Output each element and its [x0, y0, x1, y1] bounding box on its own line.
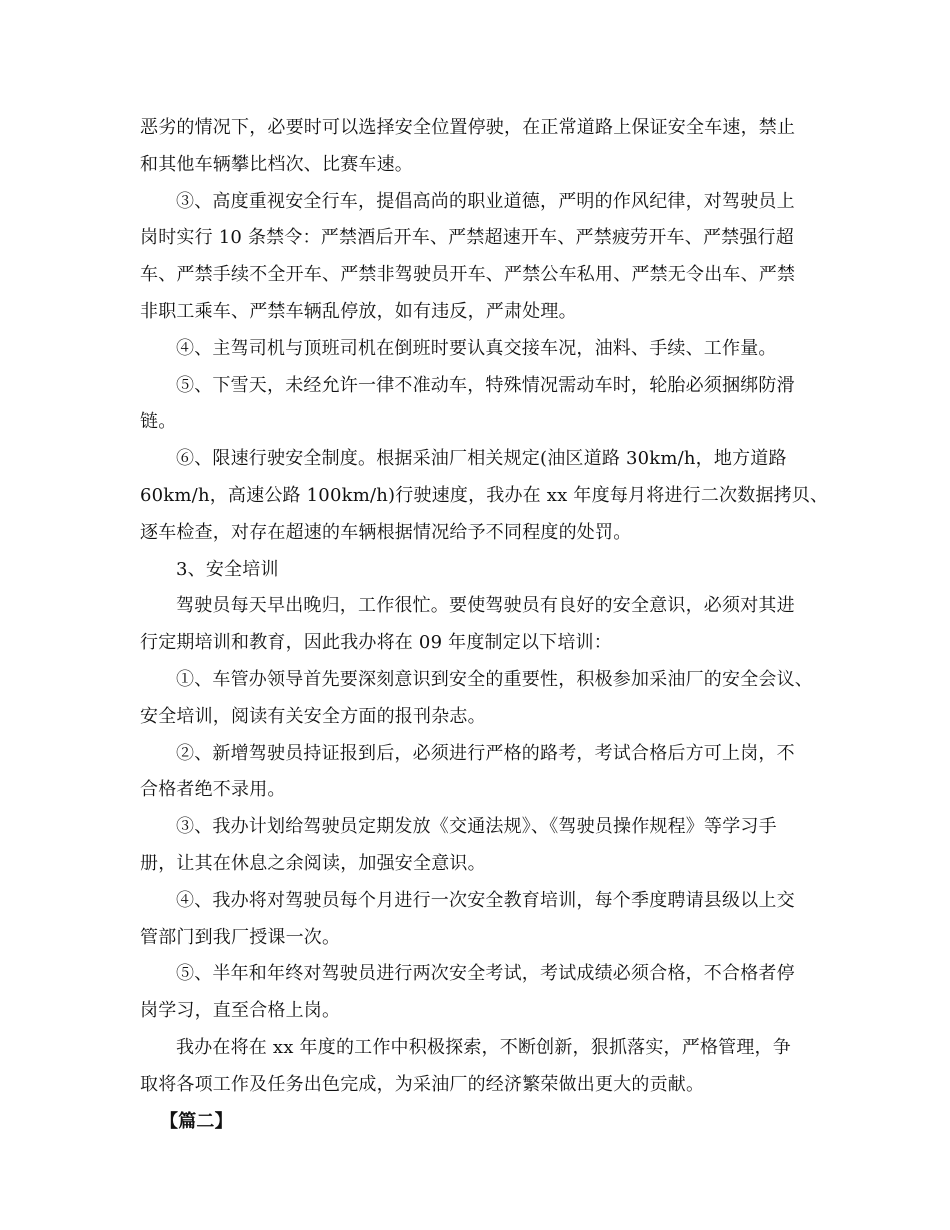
paragraph-line: ⑥、限速行驶安全制度。根据采油厂相关规定(油区道路 30km/h，地方道路 [176, 448, 787, 470]
paragraph-line: ③、我办计划给驾驶员定期发放《交通法规》、《驾驶员操作规程》等学习手 [176, 816, 777, 838]
paragraph-line: ⑤、半年和年终对驾驶员进行两次安全考试，考试成绩必须合格，不合格者停 [176, 963, 795, 985]
paragraph-line: ①、车管办领导首先要深刻意识到安全的重要性，积极参加采油厂的安全会议、 [176, 668, 813, 690]
paragraph-line: 和其他车辆攀比档次、比赛车速。 [140, 153, 413, 175]
paragraph-line: 取将各项工作及任务出色完成，为采油厂的经济繁荣做出更大的贡献。 [140, 1073, 705, 1095]
paragraph-line: ④、我办将对驾驶员每个月进行一次安全教育培训，每个季度聘请县级以上交 [176, 889, 795, 911]
paragraph-line: 合格者绝不录用。 [140, 779, 286, 801]
paragraph-line: 60km/h，高速公路 100km/h)行驶速度，我办在 xx 年度每月将进行二次数据拷贝、 [140, 484, 829, 506]
paragraph-line: 驾驶员每天早出晚归，工作很忙。要使驾驶员有良好的安全意识，必须对其进 [176, 595, 795, 617]
paragraph-line: 安全培训，阅读有关安全方面的报刊杂志。 [140, 705, 486, 727]
paragraph-line: 岗学习，直至合格上岗。 [140, 1000, 341, 1022]
paragraph-line: 管部门到我厂授课一次。 [140, 926, 341, 948]
paragraph-line: 岗时实行 10 条禁令：严禁酒后开车、严禁超速开车、严禁疲劳开车、严禁强行超 [140, 227, 794, 249]
paragraph-line: ④、主驾司机与顶班司机在倒班时要认真交接车况，油料、手续、工作量。 [176, 337, 777, 359]
paragraph-line: ③、高度重视安全行车，提倡高尚的职业道德，严明的作风纪律，对驾驶员上 [176, 190, 795, 212]
paragraph-line: 车、严禁手续不全开车、严禁非驾驶员开车、严禁公车私用、严禁无令出车、严禁 [140, 264, 796, 286]
paragraph-line: 行定期培训和教育，因此我办将在 09 年度制定以下培训： [140, 632, 612, 654]
part-heading: 【篇二】 [160, 1110, 233, 1132]
paragraph-line: ②、新增驾驶员持证报到后，必须进行严格的路考，考试合格后方可上岗，不 [176, 742, 795, 764]
paragraph-line: 册，让其在休息之余阅读，加强安全意识。 [140, 852, 486, 874]
paragraph-line: 我办在将在 xx 年度的工作中积极探索，不断创新，狠抓落实，严格管理，争 [176, 1036, 791, 1058]
paragraph-line: ⑤、下雪天，未经允许一律不准动车，特殊情况需动车时，轮胎必须捆绑防滑 [176, 374, 795, 396]
paragraph-line: 链。 [140, 411, 177, 433]
paragraph-line: 非职工乘车、严禁车辆乱停放，如有违反，严肃处理。 [140, 300, 577, 322]
document-body [140, 110, 829, 1140]
paragraph-line: 恶劣的情况下，必要时可以选择安全位置停驶，在正常道路上保证安全车速，禁止 [140, 117, 796, 138]
section-heading: 3、安全培训 [176, 558, 279, 580]
paragraph-line: 逐车检查，对存在超速的车辆根据情况给予不同程度的处罚。 [140, 521, 632, 543]
